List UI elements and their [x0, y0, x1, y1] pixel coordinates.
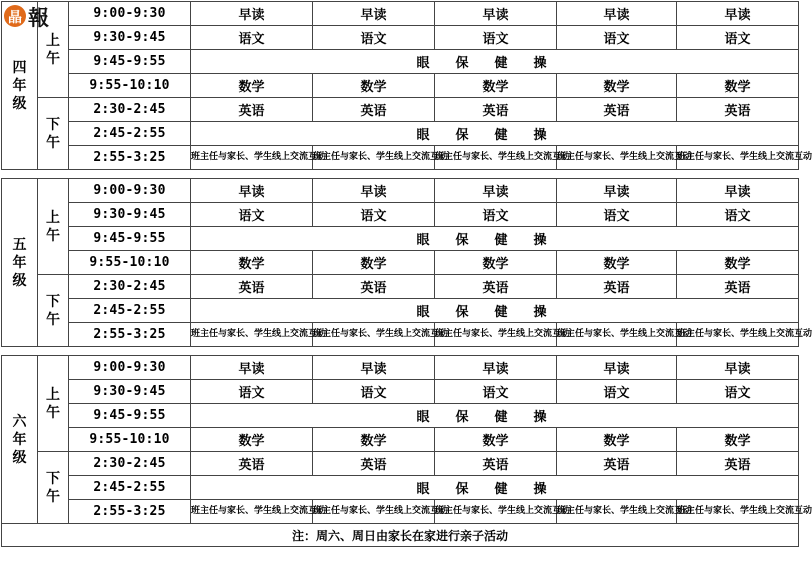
schedule-row [2, 356, 799, 380]
schedule-row [2, 203, 799, 227]
eye-exercise-cell: 眼保健操 [191, 227, 799, 251]
separator-cell [2, 347, 799, 356]
morning-read-cell: 早读 [191, 179, 313, 203]
math-cell: 数学 [557, 428, 677, 452]
schedule-row [2, 98, 799, 122]
schedule-row [2, 404, 799, 428]
time-slot: 9:30-9:45 [69, 26, 191, 50]
math-cell: 数学 [435, 428, 557, 452]
math-cell: 数学 [677, 74, 799, 98]
time-slot: 2:30-2:45 [69, 98, 191, 122]
morning-read-cell: 早读 [191, 356, 313, 380]
english-cell: 英语 [191, 452, 313, 476]
vertical-char: 下 [46, 293, 60, 310]
time-slot: 9:00-9:30 [69, 356, 191, 380]
online-interaction-cell: 班主任与家长、学生线上交流互动 [557, 500, 677, 524]
schedule-row [2, 500, 799, 524]
schedule-row [2, 122, 799, 146]
eye-exercise-cell: 眼保健操 [191, 50, 799, 74]
time-slot: 9:55-10:10 [69, 428, 191, 452]
schedule-row [2, 380, 799, 404]
morning-read-cell: 早读 [557, 2, 677, 26]
vertical-char: 四 [12, 59, 27, 76]
math-cell: 数学 [557, 251, 677, 275]
schedule-row [2, 2, 799, 26]
schedule-row [2, 452, 799, 476]
grade-separator [2, 347, 799, 356]
vertical-char: 上 [46, 209, 60, 226]
afternoon-label [38, 275, 69, 347]
math-cell: 数学 [557, 74, 677, 98]
time-slot: 9:45-9:55 [69, 227, 191, 251]
schedule-row [2, 251, 799, 275]
schedule-row [2, 74, 799, 98]
chinese-cell: 语文 [191, 203, 313, 227]
chinese-cell: 语文 [313, 26, 435, 50]
grade-label [2, 356, 38, 524]
afternoon-label [38, 98, 69, 170]
vertical-char: 下 [46, 116, 60, 133]
schedule-body [2, 2, 812, 547]
vertical-char: 级 [12, 272, 27, 289]
math-cell: 数学 [677, 428, 799, 452]
time-slot: 2:45-2:55 [69, 122, 191, 146]
morning-read-cell: 早读 [435, 356, 557, 380]
schedule-row [2, 323, 799, 347]
english-cell: 英语 [557, 452, 677, 476]
english-cell: 英语 [557, 275, 677, 299]
vertical-char: 午 [46, 311, 60, 328]
schedule-row [2, 50, 799, 74]
math-cell: 数学 [191, 251, 313, 275]
chinese-cell: 语文 [435, 380, 557, 404]
time-slot: 9:00-9:30 [69, 179, 191, 203]
schedule-row [2, 428, 799, 452]
english-cell: 英语 [191, 275, 313, 299]
english-cell: 英语 [313, 98, 435, 122]
afternoon-label [38, 452, 69, 524]
online-interaction-cell: 班主任与家长、学生线上交流互动 [313, 146, 435, 170]
morning-read-cell: 早读 [677, 179, 799, 203]
morning-label [38, 356, 69, 452]
math-cell: 数学 [435, 74, 557, 98]
math-cell: 数学 [677, 251, 799, 275]
time-slot: 2:30-2:45 [69, 275, 191, 299]
online-interaction-cell: 班主任与家长、学生线上交流互动 [313, 500, 435, 524]
time-slot: 2:55-3:25 [69, 146, 191, 170]
online-interaction-cell: 班主任与家长、学生线上交流互动 [191, 500, 313, 524]
vertical-char: 上 [46, 32, 60, 49]
english-cell: 英语 [435, 452, 557, 476]
time-slot: 2:45-2:55 [69, 299, 191, 323]
vertical-char: 午 [46, 50, 60, 67]
english-cell: 英语 [313, 452, 435, 476]
vertical-char: 年 [12, 254, 27, 271]
weekend-note: 注：周六、周日由家长在家进行亲子活动 [2, 524, 799, 547]
english-cell: 英语 [677, 98, 799, 122]
separator-cell [2, 170, 799, 179]
vertical-char: 六 [12, 413, 27, 430]
chinese-cell: 语文 [557, 380, 677, 404]
time-slot: 9:30-9:45 [69, 380, 191, 404]
chinese-cell: 语文 [191, 26, 313, 50]
time-slot: 2:30-2:45 [69, 452, 191, 476]
time-slot: 2:55-3:25 [69, 323, 191, 347]
english-cell: 英语 [677, 452, 799, 476]
online-interaction-cell: 班主任与家长、学生线上交流互动 [677, 500, 799, 524]
math-cell: 数学 [191, 428, 313, 452]
vertical-char: 五 [12, 236, 27, 253]
online-interaction-cell: 班主任与家长、学生线上交流互动 [677, 146, 799, 170]
vertical-char: 年 [12, 77, 27, 94]
chinese-cell: 语文 [677, 26, 799, 50]
chinese-cell: 语文 [435, 26, 557, 50]
note-row [2, 524, 799, 547]
schedule-row [2, 476, 799, 500]
time-slot: 2:55-3:25 [69, 500, 191, 524]
chinese-cell: 语文 [435, 203, 557, 227]
schedule-row [2, 179, 799, 203]
english-cell: 英语 [313, 275, 435, 299]
time-slot: 9:00-9:30 [69, 2, 191, 26]
vertical-char: 午 [46, 404, 60, 421]
chinese-cell: 语文 [677, 203, 799, 227]
morning-read-cell: 早读 [313, 2, 435, 26]
math-cell: 数学 [313, 74, 435, 98]
schedule-row [2, 26, 799, 50]
chinese-cell: 语文 [557, 26, 677, 50]
vertical-char: 年 [12, 431, 27, 448]
morning-read-cell: 早读 [435, 179, 557, 203]
online-interaction-cell: 班主任与家长、学生线上交流互动 [313, 323, 435, 347]
math-cell: 数学 [435, 251, 557, 275]
time-slot: 9:30-9:45 [69, 203, 191, 227]
eye-exercise-cell: 眼保健操 [191, 476, 799, 500]
online-interaction-cell: 班主任与家长、学生线上交流互动 [191, 323, 313, 347]
schedule-row [2, 227, 799, 251]
english-cell: 英语 [435, 98, 557, 122]
grade-label [2, 179, 38, 347]
morning-read-cell: 早读 [191, 2, 313, 26]
vertical-char: 午 [46, 488, 60, 505]
math-cell: 数学 [313, 428, 435, 452]
vertical-char: 级 [12, 95, 27, 112]
vertical-char: 午 [46, 227, 60, 244]
math-cell: 数学 [191, 74, 313, 98]
vertical-char: 下 [46, 470, 60, 487]
online-interaction-cell: 班主任与家长、学生线上交流互动 [677, 323, 799, 347]
time-slot: 9:45-9:55 [69, 50, 191, 74]
online-interaction-cell: 班主任与家长、学生线上交流互动 [557, 323, 677, 347]
english-cell: 英语 [677, 275, 799, 299]
eye-exercise-cell: 眼保健操 [191, 404, 799, 428]
eye-exercise-cell: 眼保健操 [191, 299, 799, 323]
english-cell: 英语 [191, 98, 313, 122]
online-interaction-cell: 班主任与家长、学生线上交流互动 [435, 500, 557, 524]
morning-read-cell: 早读 [435, 2, 557, 26]
morning-label [38, 179, 69, 275]
time-slot: 9:45-9:55 [69, 404, 191, 428]
english-cell: 英语 [435, 275, 557, 299]
online-interaction-cell: 班主任与家长、学生线上交流互动 [557, 146, 677, 170]
online-interaction-cell: 班主任与家长、学生线上交流互动 [435, 323, 557, 347]
online-interaction-cell: 班主任与家长、学生线上交流互动 [191, 146, 313, 170]
logo-text: 報 [28, 5, 49, 30]
morning-read-cell: 早读 [313, 356, 435, 380]
vertical-char: 级 [12, 449, 27, 466]
chinese-cell: 语文 [677, 380, 799, 404]
english-cell: 英语 [557, 98, 677, 122]
eye-exercise-cell: 眼保健操 [191, 122, 799, 146]
morning-read-cell: 早读 [557, 356, 677, 380]
newspaper-logo [0, 0, 62, 30]
morning-read-cell: 早读 [557, 179, 677, 203]
schedule-table [1, 1, 812, 547]
chinese-cell: 语文 [557, 203, 677, 227]
time-slot: 9:55-10:10 [69, 251, 191, 275]
vertical-char: 午 [46, 134, 60, 151]
chinese-cell: 语文 [313, 380, 435, 404]
schedule-row [2, 299, 799, 323]
morning-read-cell: 早读 [313, 179, 435, 203]
time-slot: 9:55-10:10 [69, 74, 191, 98]
morning-read-cell: 早读 [677, 2, 799, 26]
grade-separator [2, 170, 799, 179]
morning-read-cell: 早读 [677, 356, 799, 380]
schedule-row [2, 275, 799, 299]
chinese-cell: 语文 [313, 203, 435, 227]
logo-glyph: 晶 [8, 10, 22, 26]
time-slot: 2:45-2:55 [69, 476, 191, 500]
online-interaction-cell: 班主任与家长、学生线上交流互动 [435, 146, 557, 170]
schedule-row [2, 146, 799, 170]
math-cell: 数学 [313, 251, 435, 275]
chinese-cell: 语文 [191, 380, 313, 404]
vertical-char: 上 [46, 386, 60, 403]
